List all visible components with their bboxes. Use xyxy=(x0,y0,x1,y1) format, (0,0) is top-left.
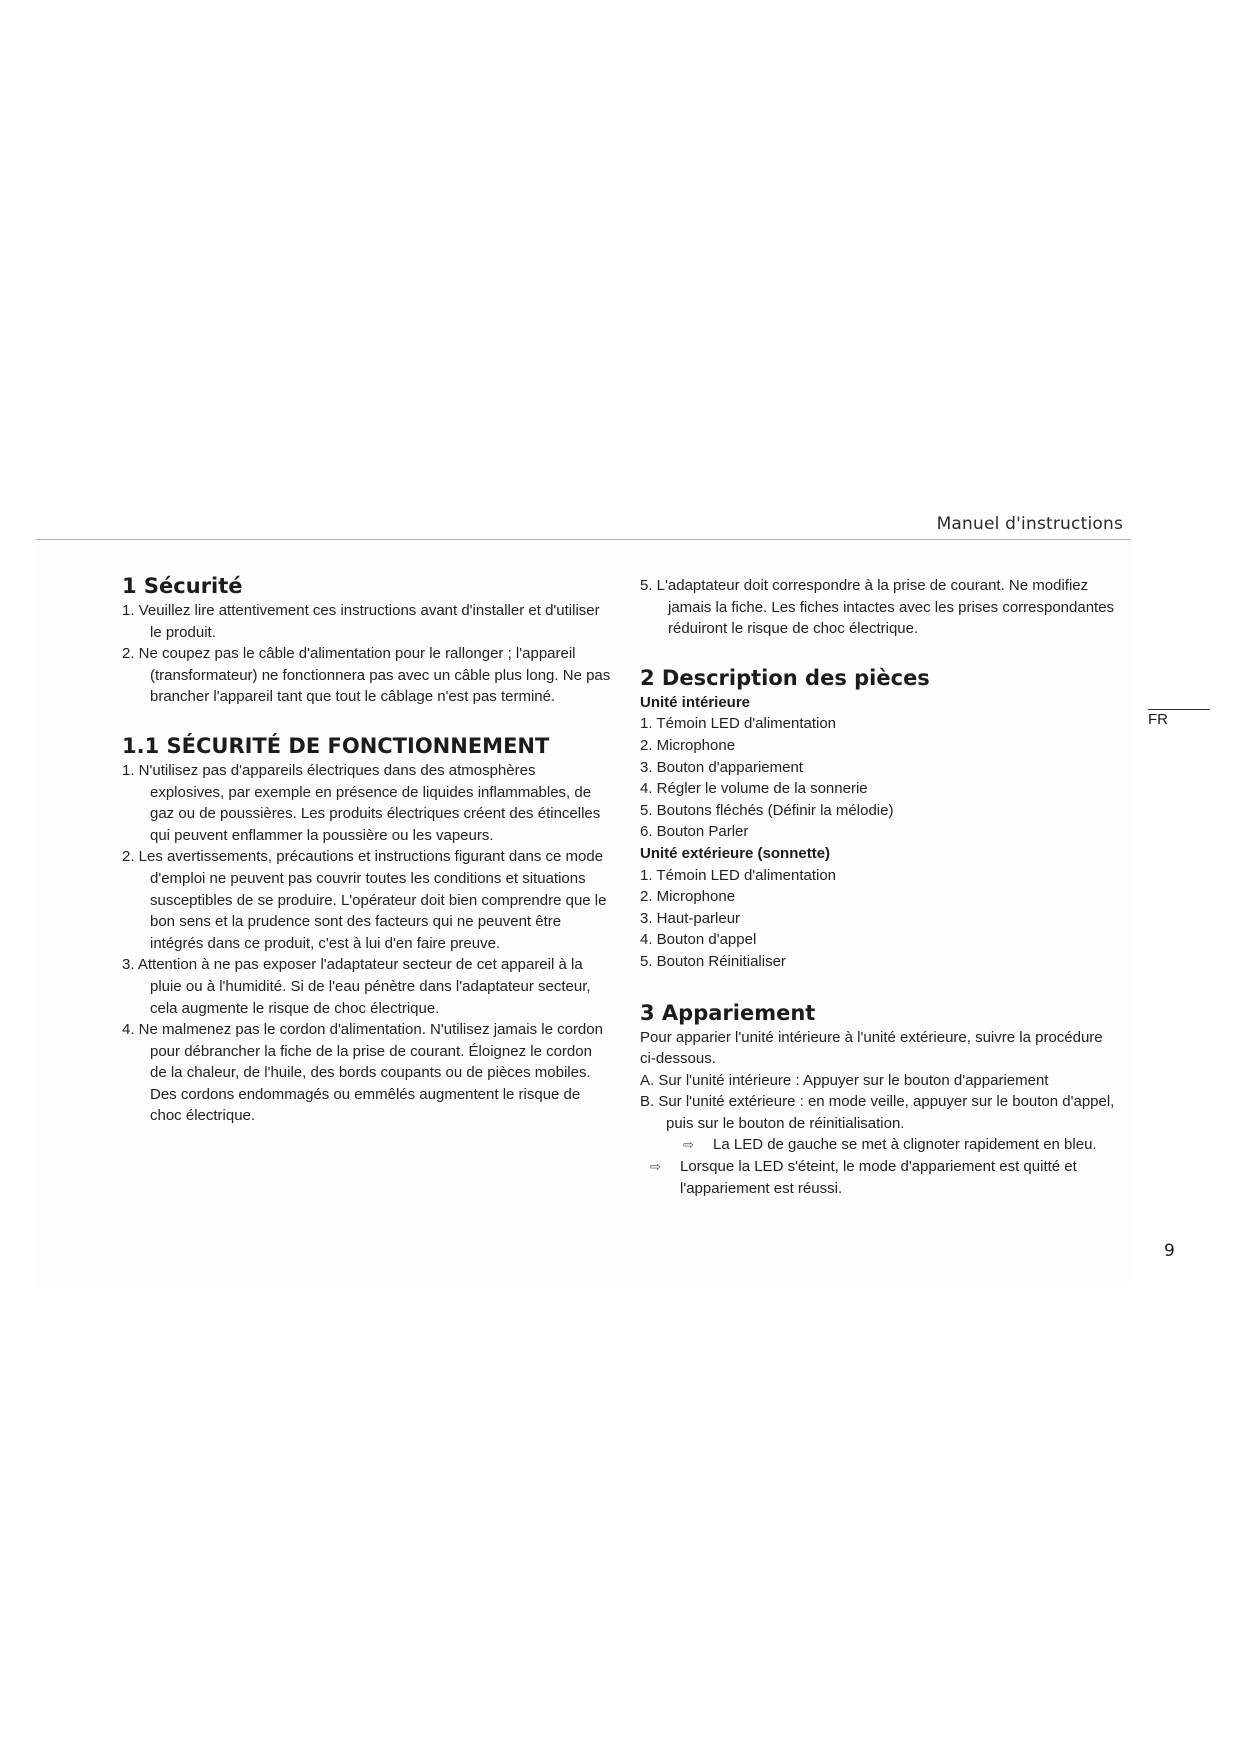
language-tab-rule xyxy=(1148,709,1210,710)
list-item: 1. Témoin LED d'alimentation xyxy=(640,715,837,733)
section-1-1-heading: 1.1 SÉCURITÉ DE FONCTIONNEMENT xyxy=(122,733,550,758)
list-item: 5. Boutons fléchés (Définir la mélodie) xyxy=(640,801,894,819)
list-item: 4. Ne malmenez pas le cordon d'alimentation. N'utilisez jamais le cordon pour débrancher la fiche de la prise de courant. Éloignez le cordon de la chaleur, de l'huile, des bords coupants ou de pièces mobiles. Des cordons endommagés ou emmêlés augmentent le risque de choc électrique. xyxy=(122,1021,603,1125)
section-2-heading: 2 Description des pièces xyxy=(640,665,930,690)
manual-title: Manuel d'instructions xyxy=(936,514,1123,534)
pairing-result-2-text: Lorsque la LED s'éteint, le mode d'appariement est quitté et l'appariement est réussi. xyxy=(680,1158,1077,1197)
list-item: 1. N'utilisez pas d'appareils électriques dans des atmosphères explosives, par exemple en présence de liquides inflammables, de gaz ou de poussières. Les produits électriques créent des étincelles qui peuvent enflammer la poussière ou les vapeurs. xyxy=(122,761,601,844)
section-1-list xyxy=(122,600,612,708)
arrow-right-icon: ⇨ xyxy=(683,1137,694,1153)
list-item: 1. Veuillez lire attentivement ces instructions avant d'installer et d'utiliser le produit. xyxy=(122,602,600,641)
list-item: 2. Microphone xyxy=(640,888,736,906)
indoor-unit-parts-list xyxy=(640,713,1120,843)
list-item: 2. Les avertissements, précautions et instructions figurant dans ce mode d'emploi ne peuvent pas couvrir toutes les conditions et situations susceptibles de se produire. L'opérateur doit bien comprendre que le bon sens et la prudence sont des facteurs qui ne peuvent être intégrés dans ce produit, c'est à lui d'en faire preuve. xyxy=(122,848,607,952)
list-item: 6. Bouton Parler xyxy=(640,823,749,841)
indoor-unit-heading: Unité intérieure xyxy=(640,693,751,711)
list-item: 4. Bouton d'appel xyxy=(640,931,757,949)
left-column xyxy=(122,572,612,1127)
pairing-result-1 xyxy=(640,1134,1120,1156)
list-item: 4. Régler le volume de la sonnerie xyxy=(640,780,868,798)
list-item: 1. Témoin LED d'alimentation xyxy=(640,866,837,884)
section-1-heading: 1 Sécurité xyxy=(122,574,243,598)
arrow-right-icon: ⇨ xyxy=(650,1159,661,1175)
language-tab: FR xyxy=(1148,711,1168,728)
pairing-step-b: B. Sur l'unité extérieure : en mode veille, appuyer sur le bouton d'appel, puis sur le bouton de réinitialisation. xyxy=(640,1093,1115,1132)
pairing-result-1-text: La LED de gauche se met à clignoter rapidement en bleu. xyxy=(713,1136,1097,1154)
outdoor-unit-parts-list xyxy=(640,865,1120,973)
section-3-heading: 3 Appariement xyxy=(640,1000,816,1025)
list-item: 5. L'adaptateur doit correspondre à la prise de courant. Ne modifiez jamais la fiche. Les fiches intactes avec les prises correspondantes réduiront le risque de choc électrique. xyxy=(640,577,1115,638)
pairing-intro: Pour apparier l'unité intérieure à l'unité extérieure, suivre la procédure ci-dessous. xyxy=(640,1028,1103,1068)
section-1-1-list xyxy=(122,760,612,1127)
pairing-step-a: A. Sur l'unité intérieure : Appuyer sur le bouton d'appariement xyxy=(640,1071,1049,1089)
list-item: 2. Microphone xyxy=(640,736,736,754)
list-item: 3. Attention à ne pas exposer l'adaptateur secteur de cet appareil à la pluie ou à l'humidité. Si de l'eau pénètre dans l'adaptateur secteur, cela augmente le risque de choc électrique. xyxy=(122,956,591,1017)
list-item: 2. Ne coupez pas le câble d'alimentation pour le rallonger ; l'appareil (transformateur) ne fonctionnera pas avec un câble plus long. Ne pas brancher l'appareil tant que tout le câblage n'est pas terminé. xyxy=(122,645,611,706)
pairing-result-2 xyxy=(640,1156,1120,1199)
list-item: 5. Bouton Réinitialiser xyxy=(640,952,786,970)
outdoor-unit-heading: Unité extérieure (sonnette) xyxy=(640,844,831,862)
right-column xyxy=(640,575,1120,1199)
list-item: 3. Bouton d'appariement xyxy=(640,758,803,776)
list-item: 3. Haut-parleur xyxy=(640,909,741,927)
page-number: 9 xyxy=(1164,1241,1175,1261)
header-divider xyxy=(36,539,1130,540)
section-1-1-list-continued xyxy=(640,575,1120,640)
